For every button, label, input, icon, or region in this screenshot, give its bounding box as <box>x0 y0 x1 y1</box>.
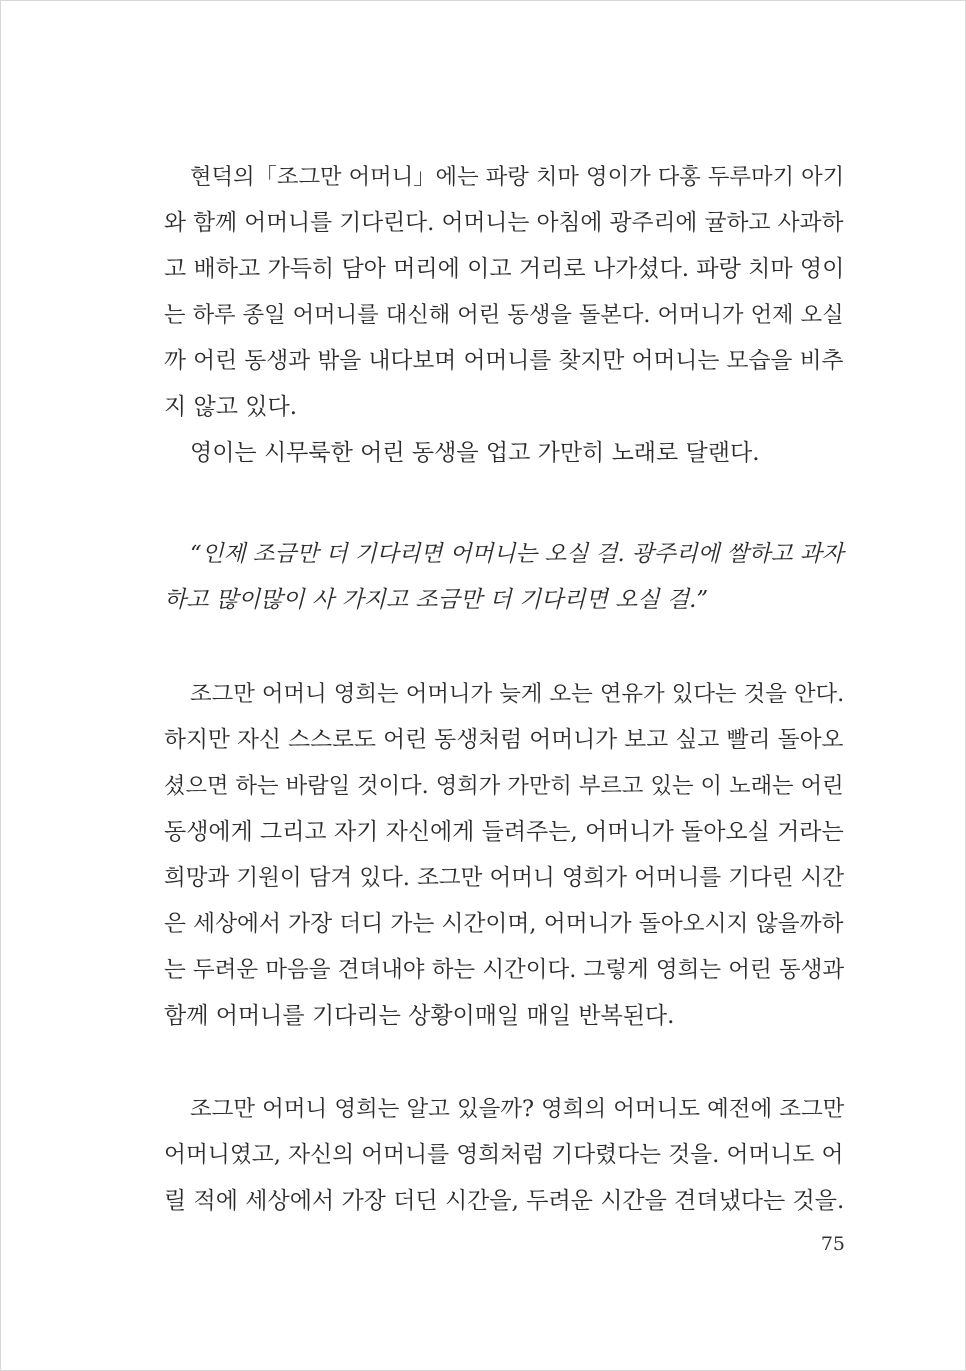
text-line: 까 어린 동생과 밖을 내다보며 어머니를 찾지만 어머니는 모습을 비추 <box>164 348 844 374</box>
text-line: 은 세상에서 가장 더디 가는 시간이며, 어머니가 돌아오시지 않을까하 <box>164 911 844 937</box>
text-line: 조그만 어머니 영희는 어머니가 늦게 오는 연유가 있다는 것을 안다. <box>190 681 845 707</box>
quoted-song <box>164 531 844 623</box>
text-line: 는 두려운 마음을 견뎌내야 하는 시간이다. 그렇게 영희는 어린 동생과 <box>164 957 845 983</box>
text-line: “인제 조금만 더 기다리면 어머니는 오실 걸. 광주리에 쌀하고 과자 <box>190 541 844 567</box>
text-line: 는 하루 종일 어머니를 대신해 어린 동생을 돌본다. 어머니가 언제 오실 <box>164 302 844 328</box>
text-line: 희망과 기원이 담겨 있다. 조그만 어머니 영희가 어머니를 기다린 시간 <box>164 865 845 891</box>
paragraph-3 <box>164 671 844 1039</box>
text-line: 고 배하고 가득히 담아 머리에 이고 거리로 나가셨다. 파랑 치마 영이 <box>164 256 845 282</box>
text-line: 와 함께 어머니를 기다린다. 어머니는 아침에 광주리에 귤하고 사과하 <box>164 210 844 236</box>
text-line: 셨으면 하는 바람일 것이다. 영희가 가만히 부르고 있는 이 노래는 어린 <box>164 773 844 799</box>
text-line: 릴 적에 세상에서 가장 더딘 시간을, 두려운 시간을 견뎌냈다는 것을. <box>164 1188 845 1214</box>
text-line: 하지만 자신 스스로도 어린 동생처럼 어머니가 보고 싶고 빨리 돌아오 <box>164 727 844 753</box>
text-line: 현덕의「조그만 어머니」에는 파랑 치마 영이가 다홍 두루마기 아기 <box>190 164 845 190</box>
text-line: 영이는 시무룩한 어린 동생을 업고 가만히 노래로 달랜다. <box>190 440 760 466</box>
page-number: 75 <box>820 1233 845 1255</box>
text-line: 하고 많이많이 사 가지고 조금만 더 기다리면 오실 걸.” <box>164 587 709 613</box>
text-line: 조그만 어머니 영희는 알고 있을까? 영희의 어머니도 예전에 조그만 <box>190 1096 845 1122</box>
text-line: 지 않고 있다. <box>164 394 298 420</box>
text-line: 동생에게 그리고 자기 자신에게 들려주는, 어머니가 돌아오실 거라는 <box>164 819 844 845</box>
text-line: 함께 어머니를 기다리는 상황이매일 매일 반복된다. <box>164 1003 675 1029</box>
text-line: 어머니였고, 자신의 어머니를 영희처럼 기다렸다는 것을. 어머니도 어 <box>164 1142 844 1168</box>
paragraph-1 <box>164 154 844 476</box>
paragraph-4 <box>164 1086 844 1224</box>
